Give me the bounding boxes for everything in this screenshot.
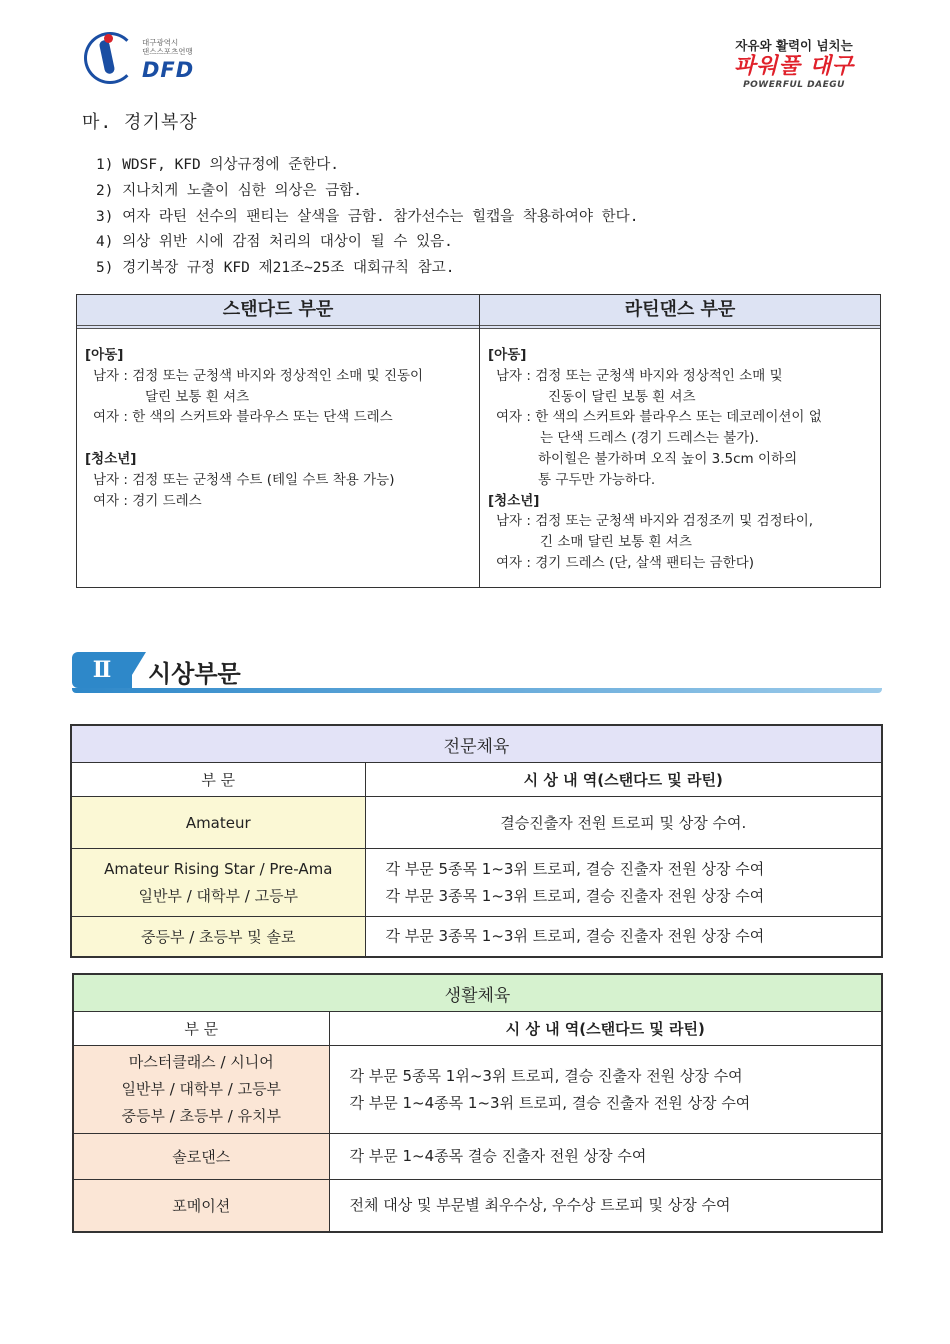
division-line: 일반부 / 대학부 / 고등부	[138, 886, 299, 905]
rule-line: 는 단색 드레스 (경기 드레스는 불가).	[540, 430, 759, 447]
division-line: Amateur Rising Star / Pre-Ama	[104, 859, 333, 878]
award-cell: 각 부문 1~4종목 결승 진출자 전원 상장 수여	[329, 1134, 882, 1180]
logo-org-name: 대구광역시 댄스스포츠연맹	[142, 38, 193, 56]
city-brand-logo	[724, 36, 864, 90]
award-cell: 결승진출자 전원 트로피 및 상장 수여.	[365, 797, 882, 849]
award-cell: 전체 대상 및 부문별 최우수상, 우수상 트로피 및 상장 수여	[329, 1180, 882, 1232]
division-line: 일반부 / 대학부 / 고등부	[121, 1080, 282, 1098]
dress-code-table	[76, 294, 881, 588]
rule-line: 여자 : 한 색의 스커트와 블라우스 또는 단색 드레스	[93, 409, 393, 426]
rule-line: 진동이 달린 보통 흰 셔츠	[548, 388, 696, 405]
division-cell: Amateur	[71, 797, 365, 849]
latin-header: 라틴댄스 부문	[624, 299, 736, 320]
life-awards-table	[72, 973, 883, 1233]
award-cell	[365, 849, 882, 917]
table-row	[73, 1046, 882, 1134]
column-header-award: 시 상 내 역(스탠다드 및 라틴)	[329, 1012, 882, 1046]
group-label: [청소년]	[488, 492, 540, 509]
rule-line: 여자 : 한 색의 스커트와 블라우스 또는 데코레이션이 없	[496, 409, 822, 426]
dress-rules-list	[96, 153, 638, 282]
award-line: 각 부문 5종목 1~3위 트로피, 결승 진출자 전원 상장 수여	[385, 859, 765, 878]
division-cell: 포메이션	[73, 1180, 329, 1232]
badge-slant	[124, 652, 146, 688]
column-header-division: 부 문	[71, 763, 365, 797]
award-line: 각 부문 3종목 1~3위 트로피, 결승 진출자 전원 상장 수여	[385, 886, 765, 905]
section-underline	[72, 688, 882, 693]
table-row	[73, 1134, 882, 1180]
table-row	[71, 797, 882, 849]
rule-line: 하이힐은 불가하며 오직 높이 3.5cm 이하의	[538, 450, 798, 467]
city-slogan: 자유와 활력이 넘치는	[735, 38, 853, 53]
rule-item: 4) 의상 위반 시에 감점 처리의 대상이 될 수 있음.	[96, 234, 453, 251]
division-line: 중등부 / 초등부 / 유치부	[121, 1107, 282, 1125]
award-line: 각 부문 5종목 1위~3위 트로피, 결승 진출자 전원 상장 수여	[349, 1066, 743, 1085]
table-row	[73, 1180, 882, 1232]
pro-awards-table	[70, 724, 883, 958]
table-row	[71, 849, 882, 917]
award-cell	[329, 1046, 882, 1134]
rule-line: 여자 : 경기 드레스	[93, 492, 202, 509]
rule-line: 남자 : 검정 또는 군청색 수트 (테일 수트 착용 가능)	[93, 471, 395, 488]
division-cell	[71, 849, 365, 917]
column-header-division: 부 문	[73, 1012, 329, 1046]
division-line: 마스터클래스 / 시니어	[128, 1053, 274, 1071]
table-row	[71, 917, 882, 957]
division-cell: 솔로댄스	[73, 1134, 329, 1180]
table-caption: 전문체육	[71, 725, 882, 763]
rule-line: 달린 보통 흰 셔츠	[145, 388, 250, 405]
rule-line: 남자 : 검정 또는 군청색 바지와 정상적인 소매 및	[496, 367, 783, 384]
rule-item: 5) 경기복장 규정 KFD 제21조~25조 대회규칙 참고.	[96, 260, 455, 277]
section-title-awards: 시상부문	[148, 660, 241, 688]
column-header-award: 시 상 내 역(스탠다드 및 라틴)	[365, 763, 882, 797]
table-caption: 생활체육	[73, 974, 882, 1012]
logo-name: DFD	[142, 58, 195, 82]
rule-item: 3) 여자 라틴 선수의 팬티는 살색을 금함. 참가선수는 힐캡을 착용하여야 한다.	[96, 208, 639, 225]
section-number-badge: Ⅱ	[72, 652, 132, 688]
rule-line: 남자 : 검정 또는 군청색 바지와 정상적인 소매 및 진동이	[93, 367, 424, 384]
section-title-dress: 마. 경기복장	[82, 112, 198, 133]
division-cell: 중등부 / 초등부 및 솔로	[71, 917, 365, 957]
rule-item: 2) 지나치게 노출이 심한 의상은 금함.	[96, 182, 362, 199]
section-heading-awards	[72, 652, 882, 696]
award-cell: 각 부문 3종목 1~3위 트로피, 결승 진출자 전원 상장 수여	[365, 917, 882, 957]
federation-logo	[84, 30, 224, 90]
latin-dress-rules	[488, 345, 878, 574]
rule-line: 긴 소매 달린 보통 흰 셔츠	[540, 534, 692, 551]
column-divider	[479, 295, 480, 587]
rule-line: 통 구두만 가능하다.	[538, 471, 656, 488]
city-brand: 파워풀 대구	[734, 54, 854, 79]
rule-line: 남자 : 검정 또는 군청색 바지와 검정조끼 및 검정타이,	[496, 513, 814, 530]
division-cell	[73, 1046, 329, 1134]
city-brand-en: POWERFUL DAEGU	[743, 80, 845, 90]
rule-item: 1) WDSF, KFD 의상규정에 준한다.	[96, 157, 340, 173]
award-line: 각 부문 1~4종목 1~3위 트로피, 결승 진출자 전원 상장 수여	[349, 1093, 751, 1112]
rule-line: 여자 : 경기 드레스 (단, 살색 팬티는 금한다)	[496, 554, 755, 571]
group-label: [청소년]	[85, 450, 137, 467]
standard-header: 스탠다드 부문	[222, 299, 334, 320]
dancer-head-icon	[104, 34, 113, 43]
standard-dress-rules	[85, 345, 475, 511]
group-label: [아동]	[488, 347, 527, 363]
group-label: [아동]	[85, 347, 124, 363]
